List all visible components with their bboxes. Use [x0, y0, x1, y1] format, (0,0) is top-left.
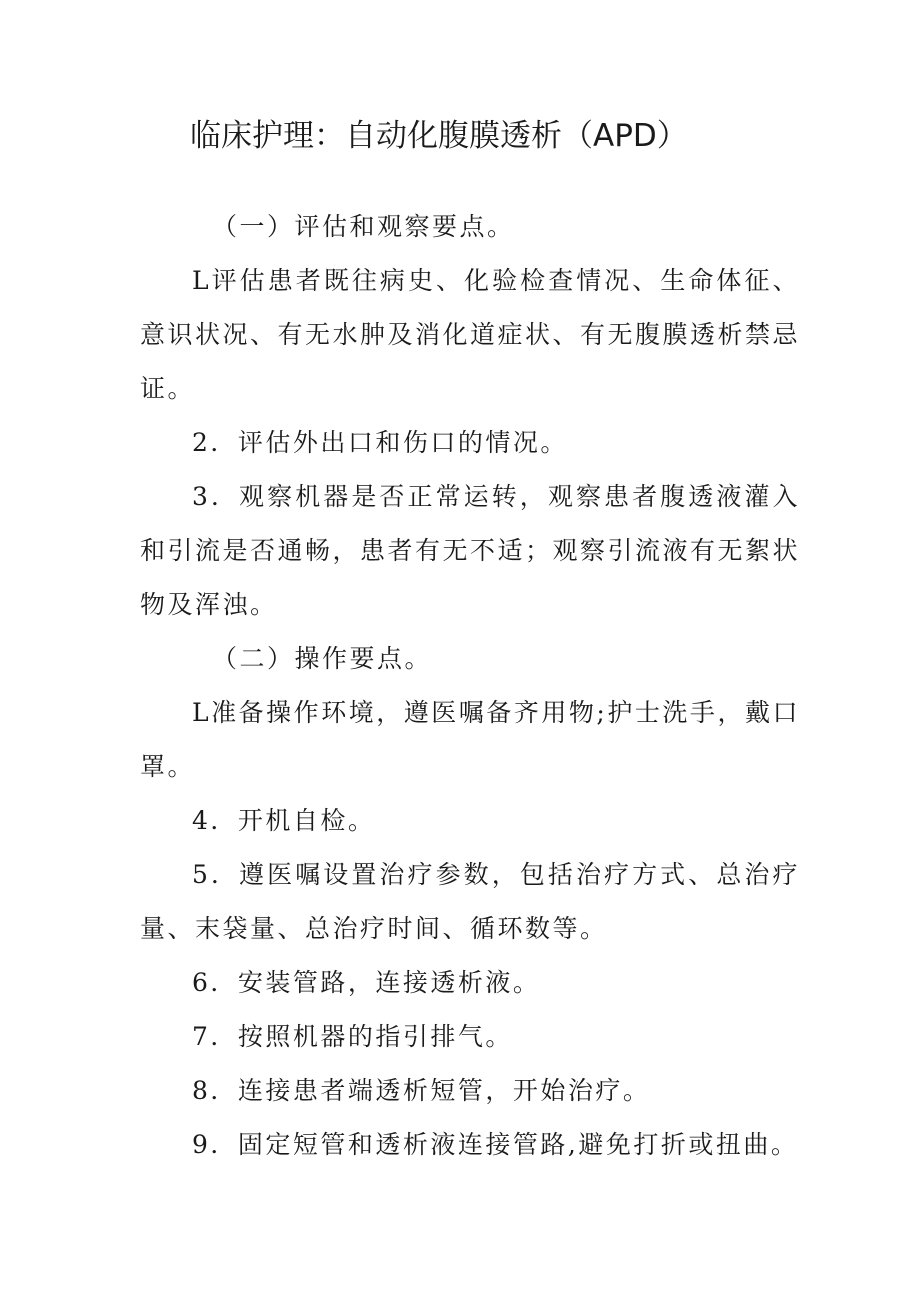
- paragraph-operation-5: 5．遵医嘱设置治疗参数，包括治疗方式、总治疗量、末袋量、总治疗时间、循环数等。: [140, 860, 800, 943]
- paragraph-operation-1: L准备操作环境，遵医嘱备齐用物;护士洗手，戴口罩。: [140, 698, 800, 781]
- paragraph-operation-8: 8．连接患者端透析短管，开始治疗。: [192, 1076, 651, 1105]
- section-heading-assessment: （一）评估和观察要点。: [212, 212, 515, 241]
- paragraph-operation-9: 9．固定短管和透析液连接管路,避免打折或扭曲。: [192, 1130, 799, 1159]
- paragraph-assessment-3: 3．观察机器是否正常运转，观察患者腹透液灌入和引流是否通畅，患者有无不适；观察引流液有无絮状物及浑浊。: [140, 482, 801, 619]
- paragraph-operation-6: 6．安装管路，连接透析液。: [192, 968, 541, 997]
- document-title: 临床护理：自动化腹膜透析（APD）: [190, 118, 688, 154]
- paragraph-assessment-1: L评估患者既往病史、化验检查情况、生命体征、意识状况、有无水肿及消化道症状、有无腹膜透析禁忌证。: [140, 266, 801, 403]
- document-body: [140, 200, 800, 1172]
- paragraph-operation-7: 7．按照机器的指引排气。: [192, 1022, 513, 1051]
- paragraph-operation-4: 4．开机自检。: [192, 806, 376, 835]
- section-heading-operation: （二）操作要点。: [212, 644, 433, 673]
- paragraph-assessment-2: 2．评估外出口和伤口的情况。: [192, 428, 568, 457]
